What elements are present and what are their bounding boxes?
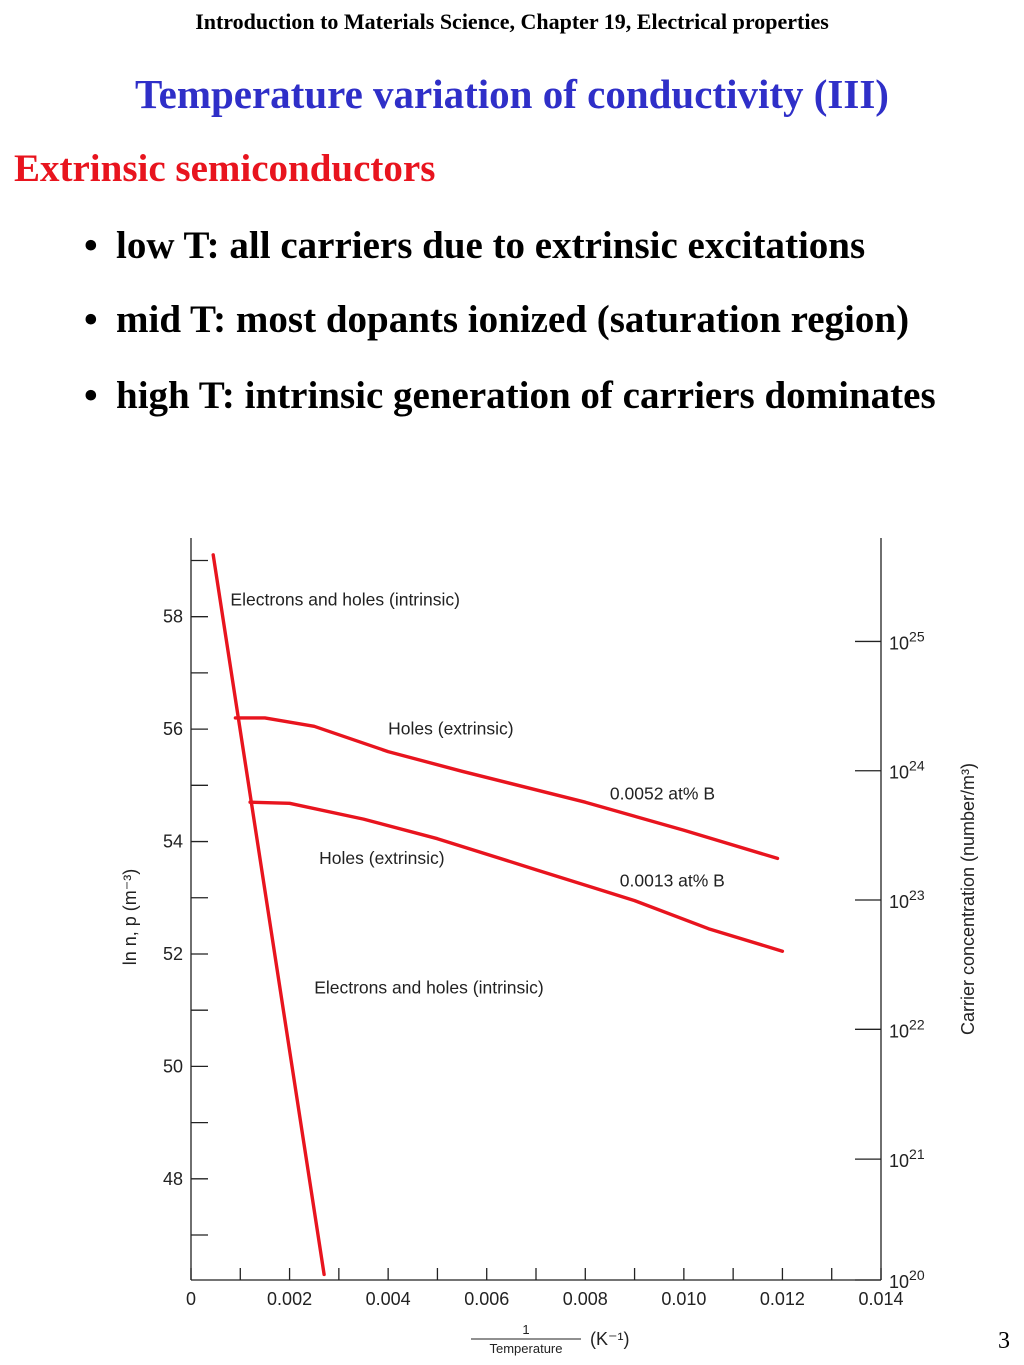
right-axis-tick-label: $10^{24}$ xyxy=(889,757,925,783)
curve-annotation: 0.0052 at% B xyxy=(609,783,716,804)
x-axis-label-numerator: 1 xyxy=(522,1322,530,1337)
right-axis-tick-label: $10^{23}$ xyxy=(889,887,925,913)
curve-annotation: Holes (extrinsic) xyxy=(388,718,514,739)
slide-title: Temperature variation of conductivity (III) xyxy=(135,71,889,117)
y-tick-label: 54 xyxy=(162,831,183,852)
bullet-text: mid T: most dopants ionized (saturation region) xyxy=(116,298,910,341)
y-tick-label: 50 xyxy=(162,1056,183,1077)
y-tick-label: 52 xyxy=(162,943,183,964)
bullet-item xyxy=(84,222,1010,270)
right-axis-tick-label: $10^{25}$ xyxy=(889,628,925,654)
bullet-dot-icon: • xyxy=(84,224,98,267)
curve-annotation: Electrons and holes (intrinsic) xyxy=(230,589,460,610)
curve-annotation: Electrons and holes (intrinsic) xyxy=(314,977,544,998)
bullet-item xyxy=(84,296,1010,344)
page-number: 3 xyxy=(998,1328,1010,1354)
x-axis-label-denominator: Temperature xyxy=(489,1341,563,1356)
curve-annotation: Holes (extrinsic) xyxy=(319,848,445,869)
x-axis-label-unit: (K⁻¹) xyxy=(590,1329,630,1349)
right-axis-tick-label: $10^{20}$ xyxy=(889,1267,925,1292)
y-tick-label: 58 xyxy=(162,606,183,627)
x-tick-label: 0.010 xyxy=(661,1289,707,1309)
x-tick-label: 0.014 xyxy=(858,1289,904,1309)
curve-annotation: 0.0013 at% B xyxy=(619,870,725,891)
y-tick-label: 48 xyxy=(162,1168,183,1189)
bullet-text: high T: intrinsic generation of carriers dominates xyxy=(116,374,936,417)
bullet-list xyxy=(84,222,1010,448)
x-tick-label: 0.008 xyxy=(562,1289,608,1309)
series-curve-1 xyxy=(213,555,324,1275)
x-tick-label: 0.004 xyxy=(365,1289,411,1309)
bullet-dot-icon: • xyxy=(84,298,98,341)
x-tick-label: 0 xyxy=(185,1289,197,1309)
carrier-concentration-chart xyxy=(100,530,1000,1360)
y-axis-label: ln n, p (m⁻³) xyxy=(120,868,140,966)
right-axis-label: Carrier concentration (number/m³) xyxy=(958,762,978,1036)
x-tick-label: 0.002 xyxy=(267,1289,313,1309)
bullet-item xyxy=(84,372,1010,420)
x-tick-label: 0.012 xyxy=(759,1289,805,1309)
section-title: Extrinsic semiconductors xyxy=(14,147,436,190)
bullet-dot-icon: • xyxy=(84,374,98,417)
right-axis-tick-label: $10^{21}$ xyxy=(889,1146,925,1172)
y-tick-label: 56 xyxy=(162,719,183,740)
bullet-text: low T: all carriers due to extrinsic excitations xyxy=(116,224,866,267)
x-tick-label: 0.006 xyxy=(464,1289,510,1309)
document-header: Introduction to Materials Science, Chapter 19, Electrical properties xyxy=(195,9,829,34)
right-axis-tick-label: $10^{22}$ xyxy=(889,1016,925,1042)
